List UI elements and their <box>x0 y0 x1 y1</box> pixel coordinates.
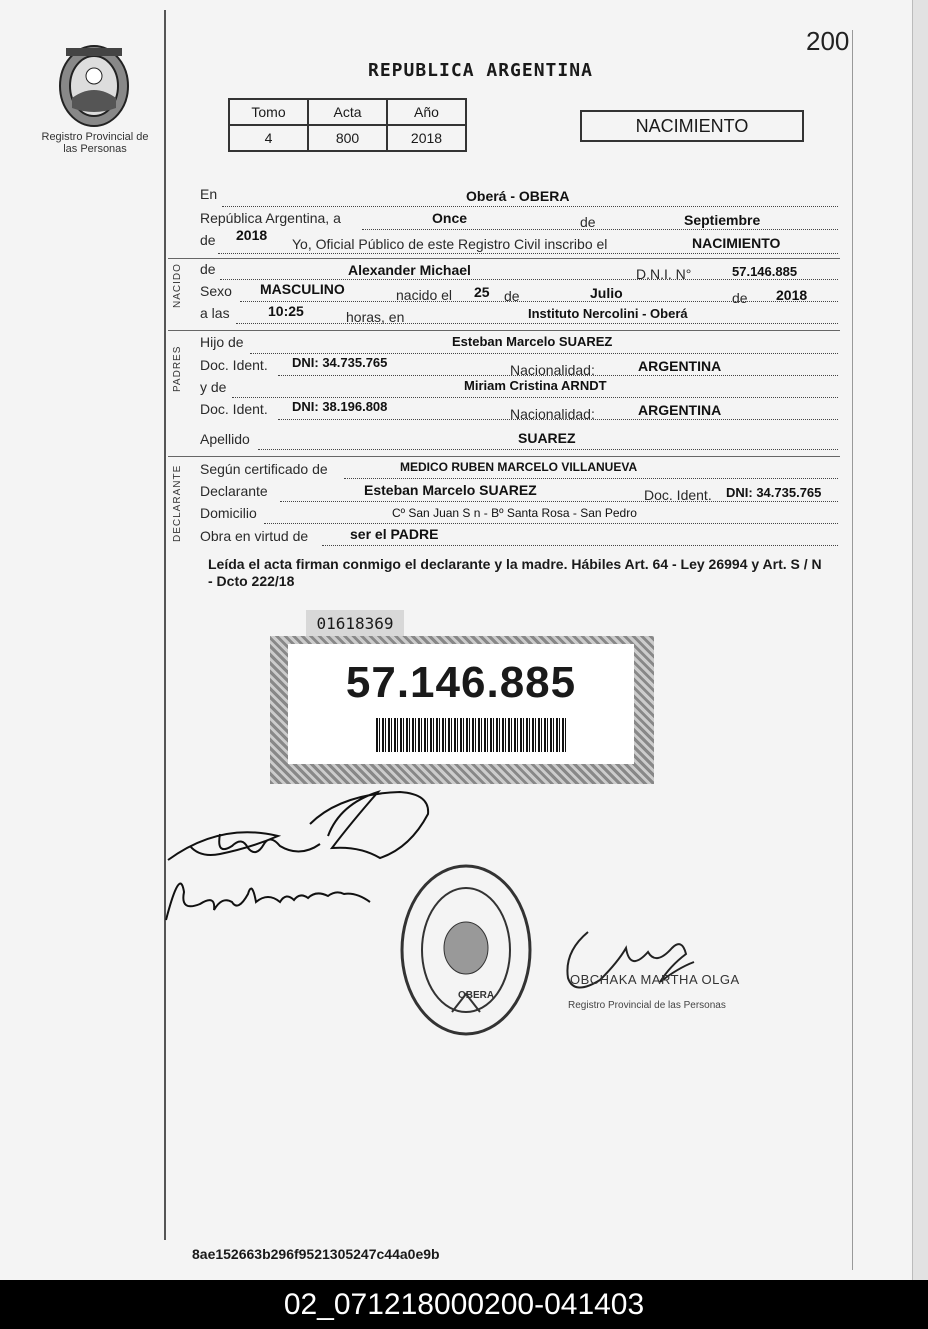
day-value: Once <box>432 210 468 226</box>
hijo-label: Hijo de <box>200 334 244 350</box>
table-header: Año <box>387 99 466 125</box>
place-value: Oberá - OBERA <box>466 188 570 204</box>
doc-label: Doc. Ident. <box>200 401 268 417</box>
section-divider <box>168 258 840 259</box>
sticker-number: 57.146.885 <box>345 658 577 707</box>
table-header: Tomo <box>229 99 308 125</box>
obra-label: Obra en virtud de <box>200 528 309 544</box>
yo-text: Yo, Oficial Público de este Registro Civil inscribo el <box>292 236 608 252</box>
en-label: En <box>200 186 218 202</box>
birth-day: 25 <box>474 284 490 300</box>
line <box>264 522 838 524</box>
serial-number: 01618369 <box>306 610 404 638</box>
de2-label: de <box>200 232 216 248</box>
apellido-label: Apellido <box>200 431 250 447</box>
declarante-doc: DNI: 34.735.765 <box>726 485 822 500</box>
line <box>240 300 838 302</box>
apellido-value: SUAREZ <box>518 430 576 446</box>
sexo-value: MASCULINO <box>260 281 345 297</box>
padres-section-label: PADRES <box>172 345 183 392</box>
mother-name: Miriam Cristina ARNDT <box>464 378 607 393</box>
father-name: Esteban Marcelo SUAREZ <box>452 334 613 349</box>
official-caption: Registro Provincial de las Personas <box>568 1000 726 1011</box>
nacionalidad-label: Nacionalidad: <box>510 406 595 422</box>
birth-place: Instituto Nercolini - Oberá <box>528 306 688 321</box>
section-divider <box>168 330 840 331</box>
birth-time: 10:25 <box>268 303 304 319</box>
line <box>218 252 838 254</box>
father-doc: DNI: 34.735.765 <box>292 355 388 370</box>
line <box>322 544 838 546</box>
alas-label: a las <box>200 305 230 321</box>
child-dni: 57.146.885 <box>732 264 798 279</box>
footer-code: 02_071218000200-041403 <box>0 1280 928 1329</box>
nacionalidad-label: Nacionalidad: <box>510 362 595 378</box>
registry-table <box>228 98 467 152</box>
birth-month: Julio <box>590 285 623 301</box>
table-header: Acta <box>308 99 387 125</box>
line <box>258 448 838 450</box>
inscribe-value: NACIMIENTO <box>692 235 781 251</box>
logo-caption: Registro Provincial de las Personas <box>41 131 149 155</box>
page-number: 200 <box>806 26 850 56</box>
de-label: de <box>580 214 596 230</box>
declarante-label: Declarante <box>200 483 268 499</box>
right-margin-line <box>852 30 853 1270</box>
official-stamp-icon <box>398 862 534 1038</box>
obra-value: ser el PADRE <box>350 526 439 542</box>
line <box>232 396 838 398</box>
cert-label: Según certificado de <box>200 461 328 477</box>
act-type-box: NACIMIENTO <box>580 110 804 142</box>
line <box>280 500 838 502</box>
legal-note: Leída el acta firman conmigo el declarante y la madre. Hábiles Art. 64 - Ley 26994 y Art. S / N - Dcto 222/18 <box>208 556 822 589</box>
doc-label: Doc. Ident. <box>644 487 712 503</box>
sexo-label: Sexo <box>200 283 232 299</box>
table-cell: 2018 <box>387 125 466 151</box>
line <box>344 477 838 479</box>
province-coat-of-arms-icon <box>56 42 132 128</box>
document-title: REPUBLICA ARGENTINA <box>368 60 593 81</box>
mother-doc: DNI: 38.196.808 <box>292 399 388 414</box>
dni-label: D.N.I. N° <box>636 266 692 282</box>
father-nationality: ARGENTINA <box>638 358 722 374</box>
official-signature-icon <box>560 922 700 1002</box>
stamp-city: OBERA <box>458 990 495 1001</box>
line <box>222 205 838 207</box>
declarante-section-label: DECLARANTE <box>172 464 183 542</box>
year-value: 2018 <box>236 227 268 243</box>
yde-label: y de <box>200 379 227 395</box>
declarante-name: Esteban Marcelo SUAREZ <box>364 482 537 498</box>
barcode-icon <box>376 718 566 752</box>
official-name: OBCHAKA MARTHA OLGA <box>570 972 740 987</box>
rep-label: República Argentina, a <box>200 210 341 226</box>
certificate-value: MEDICO RUBEN MARCELO VILLANUEVA <box>400 460 638 474</box>
margin-line <box>164 10 166 1240</box>
de-label: de <box>732 290 748 306</box>
sticker-face <box>288 644 634 764</box>
birth-year: 2018 <box>776 287 808 303</box>
id-sticker <box>270 636 654 784</box>
mother-nationality: ARGENTINA <box>638 402 722 418</box>
page-edge <box>912 0 928 1280</box>
domicilio-label: Domicilio <box>200 505 257 521</box>
horas-label: horas, en <box>346 309 405 325</box>
child-name: Alexander Michael <box>348 262 471 278</box>
nacido-section-label: NACIDO <box>172 263 183 308</box>
de-label: de <box>504 288 520 304</box>
line <box>250 352 838 354</box>
table-cell: 800 <box>308 125 387 151</box>
section-divider <box>168 456 840 457</box>
document-hash: 8ae152663b296f9521305247c44a0e9b <box>192 1246 440 1262</box>
line <box>362 228 838 230</box>
line <box>236 322 838 324</box>
nacido-el-label: nacido el <box>396 287 453 303</box>
de-label: de <box>200 261 216 277</box>
doc-label: Doc. Ident. <box>200 357 268 373</box>
month-value: Septiembre <box>684 212 761 228</box>
table-cell: 4 <box>229 125 308 151</box>
domicilio-value: Cº San Juan S n - Bº Santa Rosa - San Pedro <box>392 506 637 520</box>
